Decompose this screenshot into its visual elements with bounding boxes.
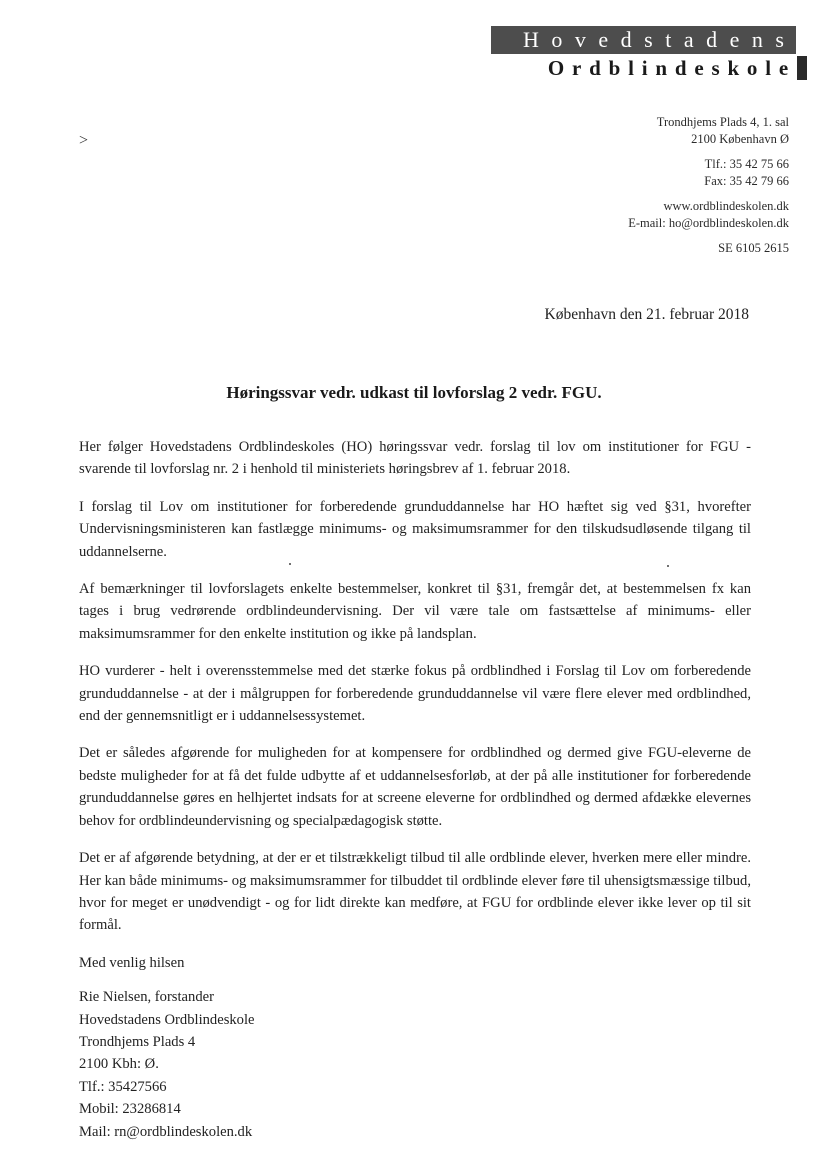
address-web[interactable]: www.ordblindeskolen.dk (663, 199, 789, 213)
signature-mobile: Mobil: 23286814 (79, 1101, 181, 1118)
paragraph: Her følger Hovedstadens Ordblindeskoles (HO) høringssvar vedr. forslag til lov om institutioner for FGU - svarende til lovforslag nr. 2 i henhold til ministeriets høringsbrev af 1. februar 2018. (79, 439, 751, 478)
signature-street: Trondhjems Plads 4 (79, 1033, 196, 1050)
signature-block (79, 986, 751, 1143)
sender-address (628, 114, 789, 257)
address-phone: Tlf.: 35 42 75 66 (704, 157, 789, 171)
paragraph: Af bemærkninger til lovforslagets enkelte bestemmelser, konkret til §31, fremgår det, at bestemmelsen fx kan tages i brug vedrørende ordblindeundervisning. Der vil være tale om fastsættelse af minimums- eller maksimumsrammer for den enkelte institution og ikke på landsplan. (79, 581, 751, 642)
address-fax: Fax: 35 42 79 66 (704, 174, 789, 188)
logo-line-2: Ordblindeskole (547, 56, 796, 80)
logo-line-1: Hovedstadens (491, 26, 796, 54)
paragraph: Det er således afgørende for muligheden for at kompensere for ordblindhed og dermed give FGU-eleverne de bedste muligheder for at få det fulde udbytte af et uddannelsesforløb, at der på alle institutioner for forberedende grunduddannelse gøres en helhjertet indsats for at screene eleverne for ordblindhed og dermed afdække elevernes behov for ordblindeundervisning og specialpædagogisk støtte. (79, 745, 751, 829)
signature-mail[interactable]: Mail: rn@ordblindeskolen.dk (79, 1123, 253, 1140)
letter-body (79, 436, 751, 1143)
paragraph: I forslag til Lov om institutioner for forberedende grunduddannelse har HO hæftet sig ved §31, hvorefter Undervisningsministeren kan fastlægge minimums- og maksimumsrammer for den tilskudsudløsende tilgang til uddannelserne. (79, 498, 751, 560)
address-city: 2100 København Ø (691, 132, 789, 146)
logo-bar (797, 56, 807, 80)
paragraph: Det er af afgørende betydning, at der er et tilstrækkeligt tilbud til alle ordblinde elever, hverken mere eller mindre. Her kan både minimums- og maksimumsrammer for tilbuddet til ordblinde elever føre til uhensigtsmæssige tilbud, hvor for meget er unødvendigt - og for lidt direkte kan medføre, at FGU for ordblinde elever ikke lever op til sit formål. (79, 850, 751, 934)
school-logo (491, 26, 811, 82)
paragraph: HO vurderer - helt i overensstemmelse med det stærke fokus på ordblindhed i Forslag til Lov om forberedende grunduddannelse - at der i målgruppen for forberedende grunduddannelse vil være flere elever med ordblindhed, end der gennemsnitligt er i uddannelsessystemet. (79, 663, 751, 725)
address-street: Trondhjems Plads 4, 1. sal (656, 115, 789, 129)
recipient-marker: > (79, 132, 89, 149)
closing: Med venlig hilsen (79, 954, 185, 971)
letter-title: Høringssvar vedr. udkast til lovforslag 2 vedr. FGU. (226, 383, 602, 402)
signature-phone: Tlf.: 35427566 (79, 1078, 167, 1095)
address-se-number: SE 6105 2615 (718, 241, 789, 255)
address-email[interactable]: E-mail: ho@ordblindeskolen.dk (628, 216, 789, 230)
letter-date: København den 21. februar 2018 (544, 306, 749, 323)
signature-city: 2100 Kbh: Ø. (79, 1056, 159, 1073)
signature-org: Hovedstadens Ordblindeskole (79, 1011, 255, 1028)
signature-name: Rie Nielsen, forstander (79, 989, 214, 1006)
